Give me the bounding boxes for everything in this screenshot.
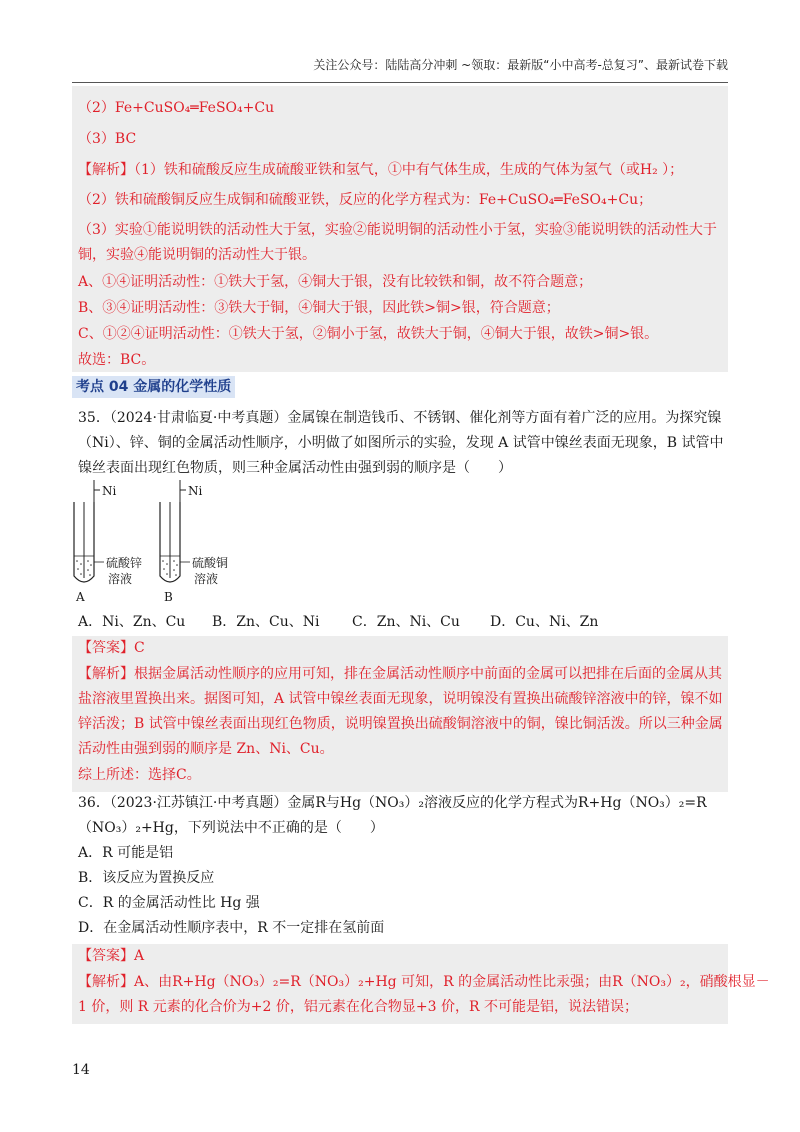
analysis-line: A、①④证明活动性：①铁大于氢，④铜大于银，没有比较铁和铜，故不符合题意； — [78, 274, 593, 290]
analysis-line: 活动性由强到弱的顺序是 Zn、Ni、Cu。 — [78, 741, 334, 757]
analysis-line: （3）实验①能说明铁的活动性大于氢，实验②能说明铜的活动性小于氢，实验③能说明铁的活动性大于 — [78, 222, 717, 238]
analysis-line: 【解析】A、由R+Hg（NO₃）₂=R（NO₃）₂+Hg 可知，R 的金属活动性比汞强；由R（NO₃）₂，硝酸根显－ — [78, 974, 770, 990]
solution-label-b: 硫酸铜 — [192, 556, 229, 570]
analysis-line: C、①②④证明活动性：①铁大于氢，②铜小于氢，故铁大于铜，④铜大于银，故铁>铜>银。 — [78, 326, 659, 342]
question-35-text: 35．（2024·甘肃临夏·中考真题）金属镍在制造钱币、不锈钢、催化剂等方面有着广泛的应用。为探究镍 — [78, 410, 722, 426]
option-d: D．在金属活动性顺序表中，R 不一定排在氢前面 — [78, 920, 385, 936]
tube-label-a: A — [76, 590, 85, 604]
option-d: D．Cu、Ni、Zn — [490, 614, 599, 630]
test-tube-figure — [70, 478, 290, 606]
analysis-line: 故选：BC。 — [78, 352, 156, 368]
option-b: B．该反应为置换反应 — [78, 870, 215, 886]
header-divider — [72, 82, 728, 83]
option-b: B．Zn、Cu、Ni — [212, 614, 320, 630]
section-heading: 考点 04 金属的化学性质 — [72, 376, 235, 398]
option-a: A．R 可能是铝 — [78, 845, 174, 861]
analysis-line: （2）铁和硫酸铜反应生成铜和硫酸亚铁，反应的化学方程式为：Fe+CuSO₄═FeSO₄+Cu； — [78, 192, 653, 208]
analysis-line: 综上所述：选择C。 — [78, 767, 201, 783]
tube-label-b: B — [164, 590, 173, 604]
analysis-line: 锌活泼；B 试管中镍丝表面出现红色物质，说明镍置换出硫酸铜溶液中的铜，镍比铜活泼。所以三种金属 — [78, 716, 723, 732]
answer-line: （2）Fe+CuSO₄═FeSO₄+Cu — [78, 100, 275, 116]
ni-label-a: Ni — [102, 484, 117, 498]
analysis-line: 【解析】（1）铁和硫酸反应生成硫酸亚铁和氢气，①中有气体生成，生成的气体为氢气（或H₂ ）； — [78, 162, 684, 178]
ni-label-b: Ni — [188, 484, 203, 498]
question-36-text: 36．（2023·江苏镇江·中考真题）金属R与Hg（NO₃）₂溶液反应的化学方程式为R+Hg（NO₃）₂=R — [78, 795, 707, 811]
question-35-text: （Ni）、锌、铜的金属活动性顺序，小明做了如图所示的实验，发现 A 试管中镍丝表面无现象，B 试管中 — [78, 435, 724, 451]
solution-label-b: 溶液 — [194, 572, 219, 586]
option-c: C．Zn、Ni、Cu — [352, 614, 460, 630]
solution-label-a: 硫酸锌 — [106, 556, 143, 570]
analysis-line: 铜，实验④能说明铜的活动性大于银。 — [78, 247, 316, 263]
page-number: 14 — [72, 1062, 90, 1078]
analysis-line: 盐溶液里置换出来。据图可知，A 试管中镍丝表面无现象，说明镍没有置换出硫酸锌溶液中的锌，镍不如 — [78, 691, 723, 707]
answer-label: 【答案】C — [78, 640, 145, 656]
answer-line: （3）BC — [78, 131, 137, 147]
question-35-text: 镍丝表面出现红色物质，则三种金属活动性由强到弱的顺序是（ ） — [78, 460, 512, 476]
analysis-line: B、③④证明活动性：③铁大于铜，④铜大于银，因此铁>铜>银，符合题意； — [78, 300, 560, 316]
analysis-line: 1 价，则 R 元素的化合价为+2 价，铝元素在化合物显+3 价，R 不可能是铝，说法错误； — [78, 999, 638, 1015]
page-header: 关注公众号：陆陆高分冲刺 ~领取：最新版“小中高考-总复习”、最新试卷下载 — [313, 58, 728, 72]
analysis-line: 【解析】根据金属活动性顺序的应用可知，排在金属活动性顺序中前面的金属可以把排在后面的金属从其 — [78, 666, 722, 682]
solution-label-a: 溶液 — [108, 572, 133, 586]
option-c: C．R 的金属活动性比 Hg 强 — [78, 895, 260, 911]
option-a: A．Ni、Zn、Cu — [78, 614, 186, 630]
answer-label: 【答案】A — [78, 948, 145, 964]
question-36-text: （NO₃）₂+Hg，下列说法中不正确的是（ ） — [78, 820, 384, 836]
